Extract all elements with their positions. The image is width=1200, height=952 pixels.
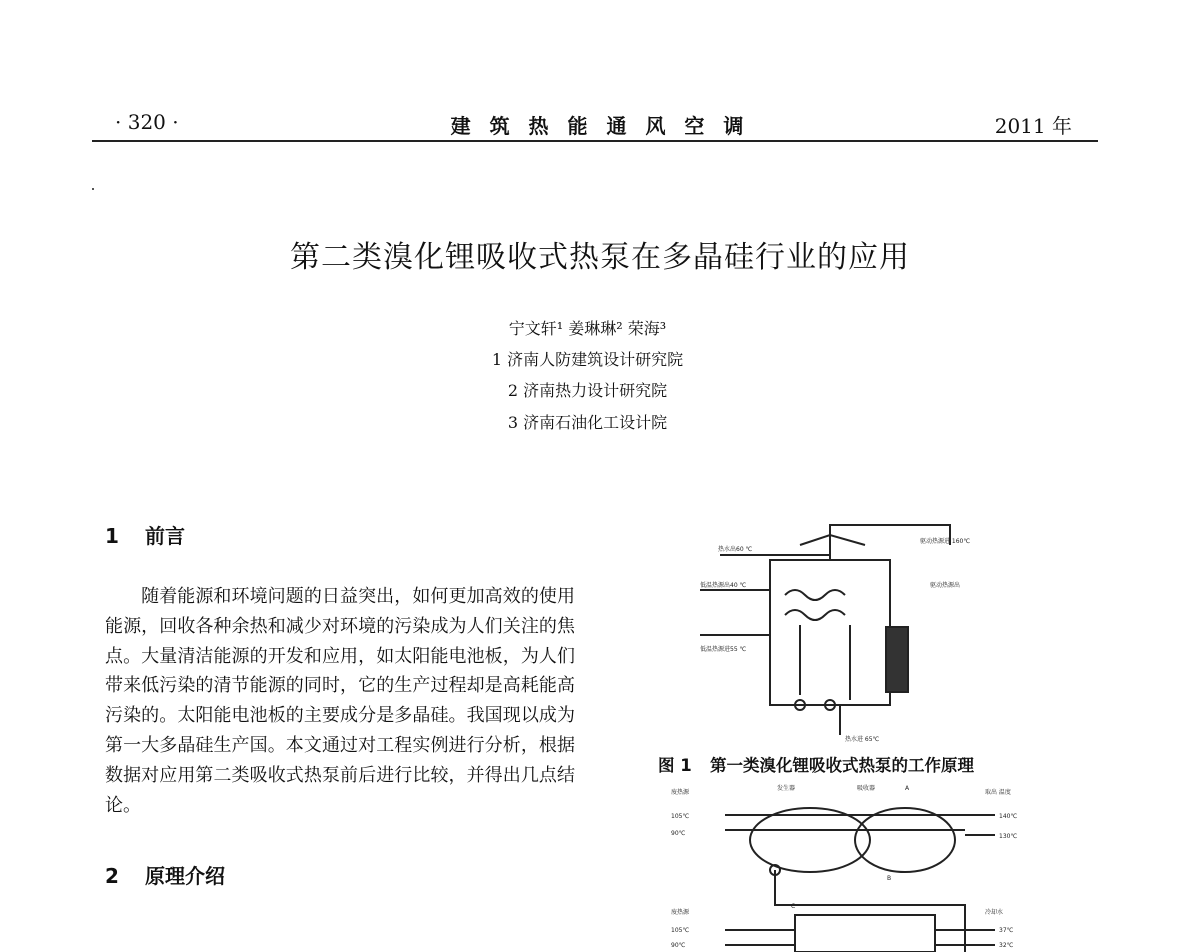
fig1-heat-exchanger bbox=[886, 627, 908, 692]
figure-1-number: 图 1 bbox=[658, 756, 692, 775]
fig2-label-cooling-water: 冷却水 bbox=[985, 909, 1004, 916]
fig2-label-point-a: A bbox=[905, 785, 910, 792]
fig1-label-low-temp-out: 低温热源出40 ℃ bbox=[700, 582, 747, 589]
fig2-label-out-140: 140℃ bbox=[999, 813, 1018, 820]
section-1-heading bbox=[105, 520, 185, 549]
fig1-label-hot-water-in: 热水进 65℃ bbox=[845, 736, 880, 743]
page-number: · 320 · bbox=[115, 110, 179, 134]
fig2-label-point-b: B bbox=[887, 875, 892, 882]
authors: 宁文轩¹ 姜琳琳² 荣海³ bbox=[508, 319, 667, 338]
fig2-label-absorber: 吸收器 bbox=[857, 785, 876, 792]
fig2-label-in-105-2: 105℃ bbox=[671, 927, 690, 934]
journal-name: 建 筑 热 能 通 风 空 调 bbox=[450, 114, 750, 138]
section-2-title: 原理介绍 bbox=[145, 864, 225, 888]
fig1-label-drive-heat-in: 驱动热源进 160℃ bbox=[920, 538, 971, 545]
fig2-label-out-90-2: 90℃ bbox=[671, 942, 686, 949]
header-rule bbox=[92, 140, 1098, 142]
figure-1-caption bbox=[658, 752, 1048, 776]
fig2-label-point-c: C bbox=[791, 903, 796, 910]
fig2-label-in-130: 130℃ bbox=[999, 833, 1018, 840]
fig2-generator bbox=[750, 808, 870, 872]
section-1-title: 前言 bbox=[145, 524, 185, 548]
figure-2-diagram bbox=[665, 780, 1045, 952]
fig2-label-out-90-1: 90℃ bbox=[671, 830, 686, 837]
fig1-coil-2 bbox=[785, 610, 845, 620]
figure-1-diagram bbox=[690, 515, 1020, 745]
section-2-number: 2 bbox=[105, 864, 119, 888]
fig2-label-waste-heat-2: 废热源 bbox=[671, 909, 690, 916]
fig2-label-cw-37: 37℃ bbox=[999, 927, 1014, 934]
fig2-label-waste-heat-1: 废热源 bbox=[671, 789, 690, 796]
figure-1-caption-text: 第一类溴化锂吸收式热泵的工作原理 bbox=[710, 756, 974, 775]
fig2-loop-line bbox=[775, 870, 965, 952]
section-1-number: 1 bbox=[105, 524, 119, 548]
fig2-label-hot-water-out: 取出 温度 bbox=[985, 789, 1011, 796]
fig1-coil-1 bbox=[785, 590, 845, 600]
fig1-label-hot-water-out: 热水出60 ℃ bbox=[718, 546, 753, 553]
fig1-label-drive-heat-out: 驱动热源出 bbox=[930, 582, 961, 589]
fig2-lower-unit bbox=[795, 915, 935, 952]
fig1-label-low-temp-in: 低温热源进55 ℃ bbox=[700, 646, 747, 653]
journal-year: 2011 年 bbox=[994, 114, 1072, 138]
section-1-text: 随着能源和环境问题的日益突出，如何更加高效的使用能源，回收各种余热和减少对环境的污染成为人们关注的焦点。大量清洁能源的开发和应用，如太阳能电池板，为人们带来低污染的清节能源的同时，它的生产过程却是高耗能高污染的。太阳能电池板的主要成分是多晶硅。我国现以成为第一大多晶硅生产国。本文通过对工程实例进行分析，根据数据对应用第二类吸收式热泵前后进行比较，并得出几点结论。 bbox=[105, 586, 575, 816]
section-1-paragraph bbox=[105, 582, 575, 820]
scan-dot bbox=[92, 188, 94, 190]
section-2-heading bbox=[105, 860, 225, 889]
fig1-shell bbox=[770, 560, 890, 705]
fig2-label-generator: 发生器 bbox=[777, 785, 796, 792]
article-title: 第二类溴化锂吸收式热泵在多晶硅行业的应用 bbox=[290, 240, 910, 275]
affiliation-3: 3 济南石油化工设计院 bbox=[507, 413, 668, 432]
fig2-label-cw-32: 32℃ bbox=[999, 942, 1014, 949]
fig1-hot-water-line bbox=[800, 535, 865, 545]
fig2-label-in-105-1: 105℃ bbox=[671, 813, 690, 820]
affiliation-1: 1 济南人防建筑设计研究院 bbox=[491, 350, 684, 369]
affiliation-2: 2 济南热力设计研究院 bbox=[507, 381, 668, 400]
